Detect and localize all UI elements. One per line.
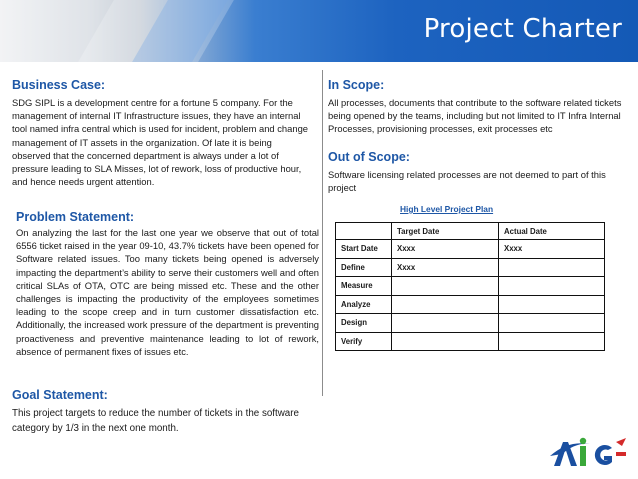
table-cell — [499, 258, 605, 277]
table-cell — [499, 332, 605, 351]
out-of-scope-section — [328, 150, 628, 194]
business-case-heading: Business Case: — [12, 78, 106, 92]
table-cell — [499, 314, 605, 333]
business-case-section — [12, 78, 312, 188]
column-divider — [322, 70, 323, 396]
in-scope-text: All processes, documents that contribute to the software related tickets being opened by the teams, including but not limited to IT Infra Internal Processes, provisioning processes, exit processes etc — [328, 97, 622, 135]
table-cell — [499, 277, 605, 296]
table-row — [336, 240, 605, 259]
table-header-row — [336, 223, 605, 240]
goal-statement-text: This project targets to reduce the number of tickets in the software category by 1/3 in the next one month. — [12, 408, 299, 434]
table-cell: Xxxx — [499, 240, 605, 259]
table-header-cell: Target Date — [392, 223, 499, 240]
table-cell — [392, 277, 499, 296]
table-cell — [392, 332, 499, 351]
table-row — [336, 314, 605, 333]
table-cell: Analyze — [336, 295, 392, 314]
slide-title: Project Charter — [423, 14, 622, 44]
table-header-cell — [336, 223, 392, 240]
logo-letter-g — [595, 445, 612, 465]
table-row — [336, 332, 605, 351]
business-case-text: SDG SIPL is a development centre for a fortune 5 company. For the management of internal IT Infrastructure issues, they have an internal tool named infra central which is used for incident, problem and change management of IT assets in the organization. Of late it is being observed that the concerned department is always under a lot of pressure leading to SLA Misses, lot of rework, loss of productive hour, and hence needs urgent attention. — [12, 97, 309, 188]
problem-statement-section — [16, 210, 319, 358]
aig-logo — [546, 434, 630, 468]
table-row — [336, 295, 605, 314]
table-cell: Xxxx — [392, 258, 499, 277]
logo-accent — [616, 452, 626, 456]
problem-statement-heading: Problem Statement: — [16, 210, 135, 224]
table-cell: Define — [336, 258, 392, 277]
table-cell: Measure — [336, 277, 392, 296]
project-plan-title: High Level Project Plan — [400, 204, 494, 214]
table-row — [336, 258, 605, 277]
problem-statement-text: On analyzing the last for the last one year we observe that out of total 6556 ticket raised in the year 09-10, 43.7% tickets have been opened for Software related issues. Too many tickets being opened is adversely impacting the department’s ability to serve their customers well and often critical SLAs of OTA, OTC are being missed etc. These and the other challenges is impacting the productivity of the employees sometimes leading to the scope creep and in turn customer dissatisfaction etc. Additionally, the increased work pressure of the department is preventing proactiveness and preventive maintenance leading to lot of rework, absence of permanent fixes of issues etc. — [16, 227, 319, 357]
out-of-scope-text: Software licensing related processes are not deemed to part of this project — [328, 169, 606, 194]
project-plan-table — [335, 222, 605, 351]
table-cell: Design — [336, 314, 392, 333]
table-cell — [499, 295, 605, 314]
title-banner — [0, 0, 638, 62]
logo-letter-i — [580, 446, 586, 466]
logo-dot — [580, 438, 586, 444]
logo-accent — [616, 438, 626, 446]
in-scope-heading: In Scope: — [328, 78, 385, 92]
table-cell — [392, 314, 499, 333]
table-row — [336, 277, 605, 296]
out-of-scope-heading: Out of Scope: — [328, 150, 410, 164]
goal-statement-section — [12, 388, 312, 436]
table-cell: Start Date — [336, 240, 392, 259]
in-scope-section — [328, 78, 628, 136]
goal-statement-heading: Goal Statement: — [12, 388, 108, 402]
table-cell: Xxxx — [392, 240, 499, 259]
table-cell — [392, 295, 499, 314]
table-cell: Verify — [336, 332, 392, 351]
table-header-cell: Actual Date — [499, 223, 605, 240]
